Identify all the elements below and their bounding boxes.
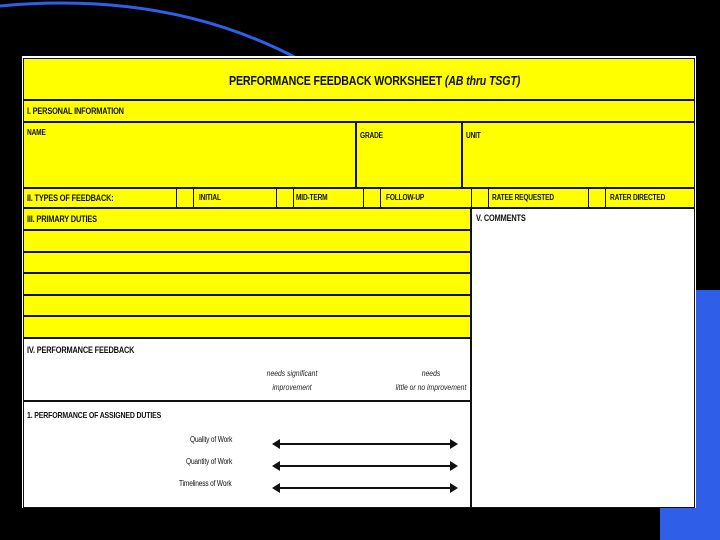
comments-label: V. COMMENTS [476, 213, 526, 223]
types-of-feedback-label: II. TYPES OF FEEDBACK: [27, 193, 114, 203]
rater-directed-checkbox[interactable] [588, 188, 606, 208]
initial-checkbox[interactable] [176, 188, 194, 208]
primary-duties-line[interactable] [23, 230, 471, 252]
performance-feedback-label: IV. PERFORMANCE FEEDBACK [27, 345, 135, 355]
scale-right-line1: needs [421, 369, 441, 378]
unit-label: UNIT [466, 131, 481, 140]
primary-duties-line[interactable] [23, 316, 471, 338]
assigned-duties-label: 1. PERFORMANCE OF ASSIGNED DUTIES [27, 410, 162, 420]
mid-term-label: MID-TERM [296, 193, 328, 202]
primary-duties-line[interactable] [23, 273, 471, 295]
quantity-of-work-slider[interactable] [279, 465, 451, 467]
scale-right-line2: little or no improvement [395, 383, 467, 392]
title-bar [23, 58, 695, 100]
performance-feedback-section [23, 338, 471, 401]
initial-label: INITIAL [199, 193, 221, 202]
quantity-of-work-label: Quantity of Work [186, 457, 233, 466]
follow-up-label: FOLLOW-UP [386, 193, 425, 202]
quality-of-work-label: Quality of Work [190, 435, 233, 444]
scale-left-line1: needs significant [266, 369, 318, 378]
assigned-duties-section [23, 401, 471, 508]
comments-box[interactable] [471, 208, 695, 508]
follow-up-checkbox[interactable] [363, 188, 381, 208]
timeliness-of-work-slider[interactable] [279, 487, 451, 489]
quality-of-work-slider[interactable] [279, 443, 451, 445]
section-personal-info-label: I. PERSONAL INFORMATION [27, 106, 124, 116]
primary-duties-line[interactable] [23, 295, 471, 316]
grade-label: GRADE [360, 131, 383, 140]
primary-duties-header [23, 208, 471, 230]
feedback-worksheet [22, 56, 696, 508]
mid-term-checkbox[interactable] [276, 188, 294, 208]
primary-duties-label: III. PRIMARY DUTIES [27, 214, 97, 224]
ratee-requested-checkbox[interactable] [471, 188, 489, 208]
worksheet-title: PERFORMANCE FEEDBACK WORKSHEET (AB thru TSGT) [229, 73, 521, 88]
scale-left-line2: improvement [272, 383, 312, 392]
name-label: NAME [27, 128, 46, 137]
name-field[interactable] [23, 122, 356, 188]
section-personal-info-header [23, 100, 695, 122]
rater-directed-label: RATER DIRECTED [610, 193, 666, 202]
timeliness-of-work-label: Timeliness of Work [179, 479, 232, 488]
unit-field[interactable] [462, 122, 695, 188]
primary-duties-line[interactable] [23, 252, 471, 273]
ratee-requested-label: RATEE REQUESTED [492, 193, 554, 202]
grade-field[interactable] [356, 122, 462, 188]
